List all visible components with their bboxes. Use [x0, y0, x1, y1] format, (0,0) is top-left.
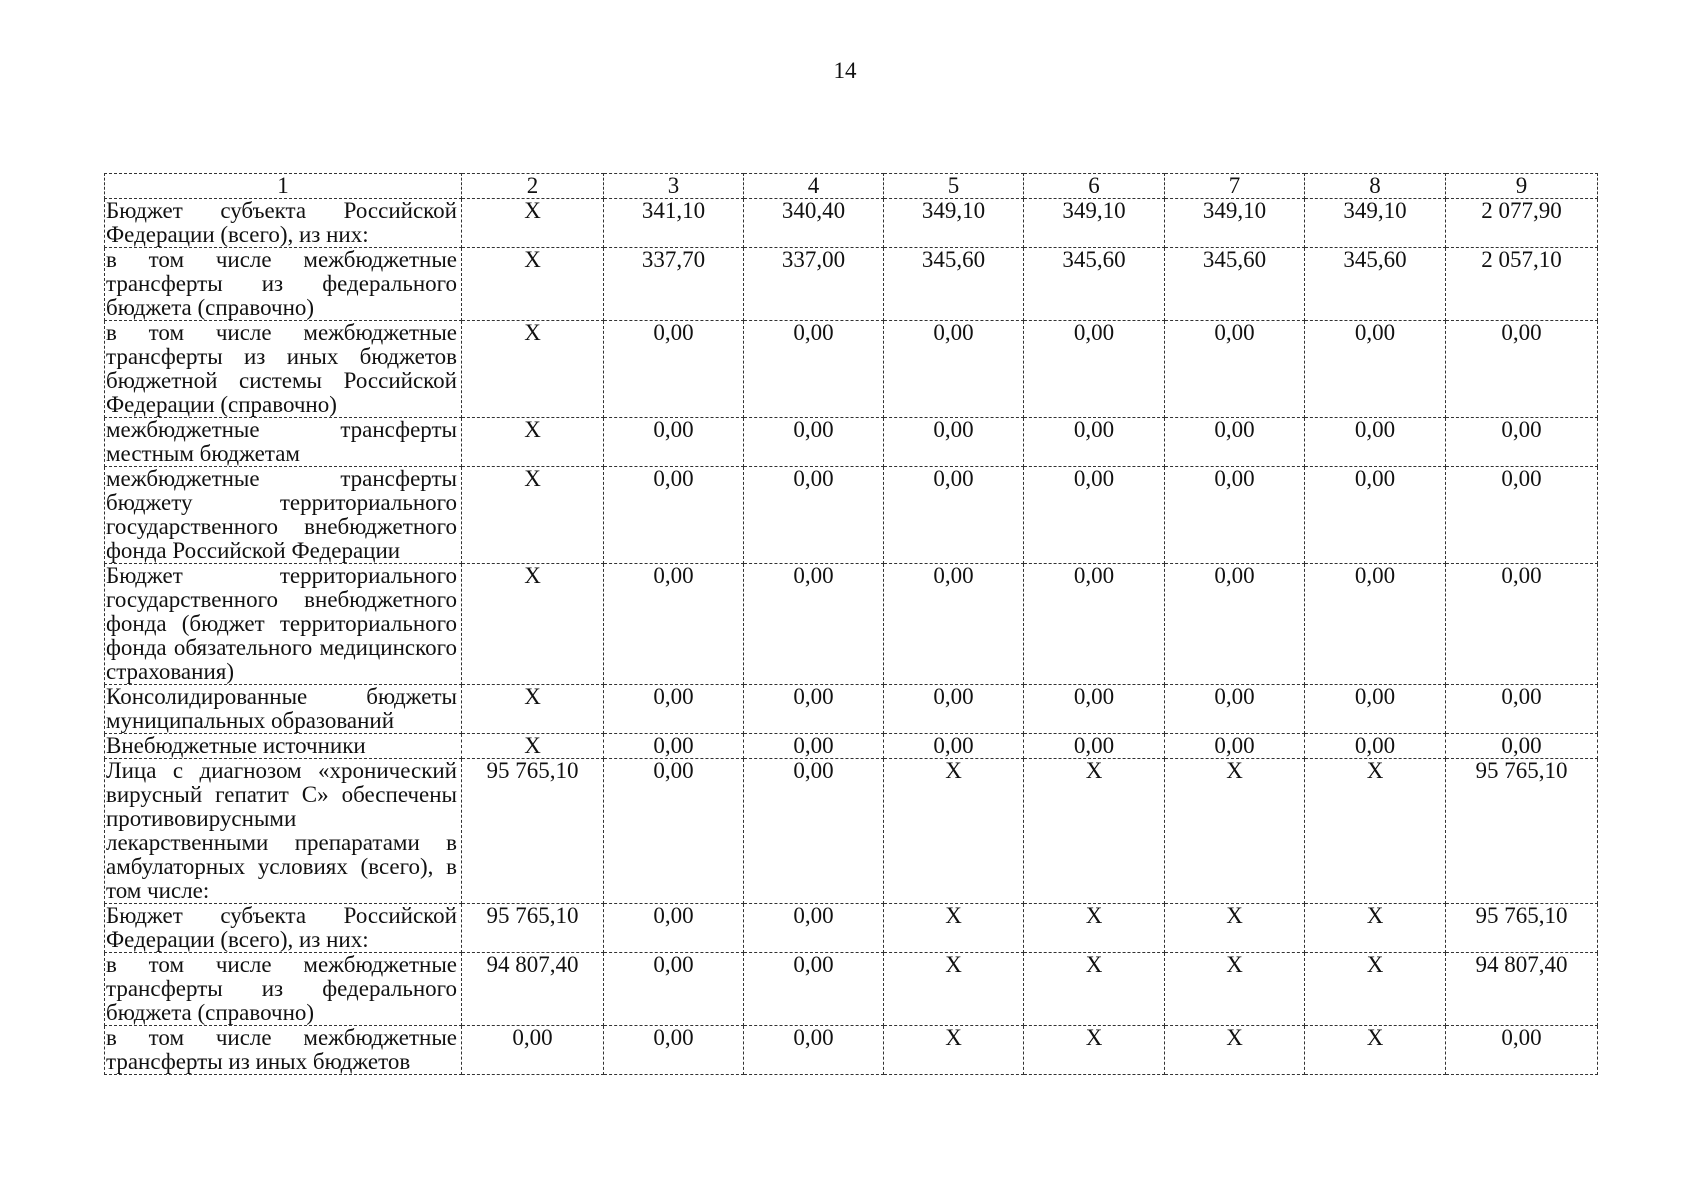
- row-label: Бюджет территориального государственного внебюджетного фонда (бюджет территориального фонда обязательного медицинского страхования): [105, 564, 462, 685]
- cell-value: 0,00: [1305, 467, 1446, 564]
- cell-value: Х: [1305, 953, 1446, 1026]
- table-row: [105, 321, 1598, 418]
- cell-value: 2 057,10: [1446, 248, 1598, 321]
- table-header-row: [105, 174, 1598, 199]
- row-label: Консолидированные бюджеты муниципальных образований: [105, 685, 462, 734]
- table-row: [105, 904, 1598, 953]
- cell-value: 0,00: [604, 564, 744, 685]
- column-header: 4: [744, 174, 884, 199]
- cell-value: Х: [1024, 904, 1165, 953]
- cell-value: 0,00: [744, 418, 884, 467]
- cell-value: 2 077,90: [1446, 199, 1598, 248]
- cell-value: Х: [884, 953, 1024, 1026]
- row-label: в том числе межбюджетные трансферты из федерального бюджета (справочно): [105, 248, 462, 321]
- cell-value: 94 807,40: [1446, 953, 1598, 1026]
- cell-value: 0,00: [1165, 418, 1305, 467]
- table-row: [105, 734, 1598, 759]
- cell-value: 0,00: [884, 321, 1024, 418]
- column-header: 2: [462, 174, 604, 199]
- cell-value: 0,00: [744, 685, 884, 734]
- cell-value: 340,40: [744, 199, 884, 248]
- cell-value: 0,00: [744, 759, 884, 904]
- cell-value: 0,00: [884, 564, 1024, 685]
- cell-value: Х: [1165, 953, 1305, 1026]
- cell-value: Х: [462, 199, 604, 248]
- cell-value: Х: [1024, 1026, 1165, 1075]
- row-label: Внебюджетные источники: [105, 734, 462, 759]
- row-label: Бюджет субъекта Российской Федерации (всего), из них:: [105, 199, 462, 248]
- table-row: [105, 248, 1598, 321]
- cell-value: 0,00: [1024, 564, 1165, 685]
- table-row: [105, 199, 1598, 248]
- table-row: [105, 1026, 1598, 1075]
- cell-value: 0,00: [1446, 1026, 1598, 1075]
- cell-value: 337,00: [744, 248, 884, 321]
- row-label: в том числе межбюджетные трансферты из иных бюджетов бюджетной системы Российской Федерации (справочно): [105, 321, 462, 418]
- cell-value: 0,00: [604, 685, 744, 734]
- table-row: [105, 467, 1598, 564]
- cell-value: 349,10: [1165, 199, 1305, 248]
- cell-value: Х: [462, 685, 604, 734]
- table-row: [105, 759, 1598, 904]
- cell-value: 0,00: [1165, 467, 1305, 564]
- cell-value: 0,00: [1305, 734, 1446, 759]
- cell-value: 0,00: [1305, 564, 1446, 685]
- cell-value: 0,00: [462, 1026, 604, 1075]
- cell-value: 0,00: [1165, 734, 1305, 759]
- cell-value: 95 765,10: [1446, 904, 1598, 953]
- cell-value: 0,00: [1024, 467, 1165, 564]
- cell-value: 0,00: [1446, 564, 1598, 685]
- cell-value: 0,00: [1165, 321, 1305, 418]
- page-number: 14: [833, 58, 857, 83]
- row-label: Бюджет субъекта Российской Федерации (всего), из них:: [105, 904, 462, 953]
- row-label: межбюджетные трансферты местным бюджетам: [105, 418, 462, 467]
- cell-value: 0,00: [1305, 321, 1446, 418]
- cell-value: Х: [1024, 759, 1165, 904]
- table-row: [105, 418, 1598, 467]
- row-label: в том числе межбюджетные трансферты из федерального бюджета (справочно): [105, 953, 462, 1026]
- cell-value: 345,60: [1024, 248, 1165, 321]
- cell-value: Х: [884, 1026, 1024, 1075]
- cell-value: Х: [462, 418, 604, 467]
- cell-value: 345,60: [884, 248, 1024, 321]
- cell-value: 349,10: [884, 199, 1024, 248]
- cell-value: Х: [1305, 1026, 1446, 1075]
- cell-value: 0,00: [1446, 321, 1598, 418]
- column-header: 7: [1165, 174, 1305, 199]
- column-header: 5: [884, 174, 1024, 199]
- table-row: [105, 564, 1598, 685]
- cell-value: 0,00: [1024, 685, 1165, 734]
- cell-value: Х: [1165, 904, 1305, 953]
- cell-value: Х: [884, 759, 1024, 904]
- column-header: 3: [604, 174, 744, 199]
- row-label: Лица с диагнозом «хронический вирусный гепатит С» обеспечены противовирусными лекарственными препаратами в амбулаторных условиях (всего), в том числе:: [105, 759, 462, 904]
- cell-value: 0,00: [744, 467, 884, 564]
- cell-value: 0,00: [744, 321, 884, 418]
- cell-value: 94 807,40: [462, 953, 604, 1026]
- cell-value: 0,00: [604, 759, 744, 904]
- cell-value: 0,00: [744, 904, 884, 953]
- cell-value: 0,00: [744, 564, 884, 685]
- column-header: 6: [1024, 174, 1165, 199]
- cell-value: 345,60: [1305, 248, 1446, 321]
- cell-value: 0,00: [604, 734, 744, 759]
- table-row: [105, 953, 1598, 1026]
- cell-value: 0,00: [1446, 418, 1598, 467]
- cell-value: 0,00: [1024, 734, 1165, 759]
- cell-value: Х: [462, 467, 604, 564]
- cell-value: Х: [1024, 953, 1165, 1026]
- cell-value: 0,00: [604, 1026, 744, 1075]
- cell-value: 349,10: [1305, 199, 1446, 248]
- cell-value: 0,00: [604, 467, 744, 564]
- cell-value: 0,00: [1165, 564, 1305, 685]
- cell-value: 0,00: [884, 467, 1024, 564]
- cell-value: 0,00: [744, 734, 884, 759]
- cell-value: 0,00: [744, 953, 884, 1026]
- column-header: 1: [105, 174, 462, 199]
- cell-value: 0,00: [744, 1026, 884, 1075]
- cell-value: Х: [1165, 1026, 1305, 1075]
- cell-value: 0,00: [884, 418, 1024, 467]
- cell-value: 95 765,10: [1446, 759, 1598, 904]
- cell-value: Х: [462, 734, 604, 759]
- cell-value: 0,00: [604, 321, 744, 418]
- cell-value: 0,00: [1446, 734, 1598, 759]
- cell-value: Х: [462, 321, 604, 418]
- cell-value: 0,00: [1446, 685, 1598, 734]
- column-header: 9: [1446, 174, 1598, 199]
- table-row: [105, 685, 1598, 734]
- cell-value: Х: [1305, 904, 1446, 953]
- cell-value: Х: [462, 248, 604, 321]
- cell-value: 0,00: [884, 685, 1024, 734]
- cell-value: 337,70: [604, 248, 744, 321]
- cell-value: Х: [884, 904, 1024, 953]
- cell-value: Х: [1305, 759, 1446, 904]
- cell-value: 0,00: [604, 953, 744, 1026]
- cell-value: 0,00: [1305, 418, 1446, 467]
- cell-value: 341,10: [604, 199, 744, 248]
- cell-value: 349,10: [1024, 199, 1165, 248]
- row-label: в том числе межбюджетные трансферты из иных бюджетов: [105, 1026, 462, 1075]
- cell-value: 0,00: [1024, 418, 1165, 467]
- cell-value: 0,00: [604, 904, 744, 953]
- row-label: межбюджетные трансферты бюджету территориального государственного внебюджетного фонда Российской Федерации: [105, 467, 462, 564]
- cell-value: 95 765,10: [462, 904, 604, 953]
- cell-value: 0,00: [884, 734, 1024, 759]
- cell-value: 0,00: [1165, 685, 1305, 734]
- cell-value: Х: [1165, 759, 1305, 904]
- cell-value: 0,00: [1305, 685, 1446, 734]
- cell-value: 345,60: [1165, 248, 1305, 321]
- cell-value: 95 765,10: [462, 759, 604, 904]
- cell-value: 0,00: [604, 418, 744, 467]
- cell-value: 0,00: [1446, 467, 1598, 564]
- column-header: 8: [1305, 174, 1446, 199]
- budget-table: [104, 173, 1598, 1075]
- cell-value: 0,00: [1024, 321, 1165, 418]
- cell-value: Х: [462, 564, 604, 685]
